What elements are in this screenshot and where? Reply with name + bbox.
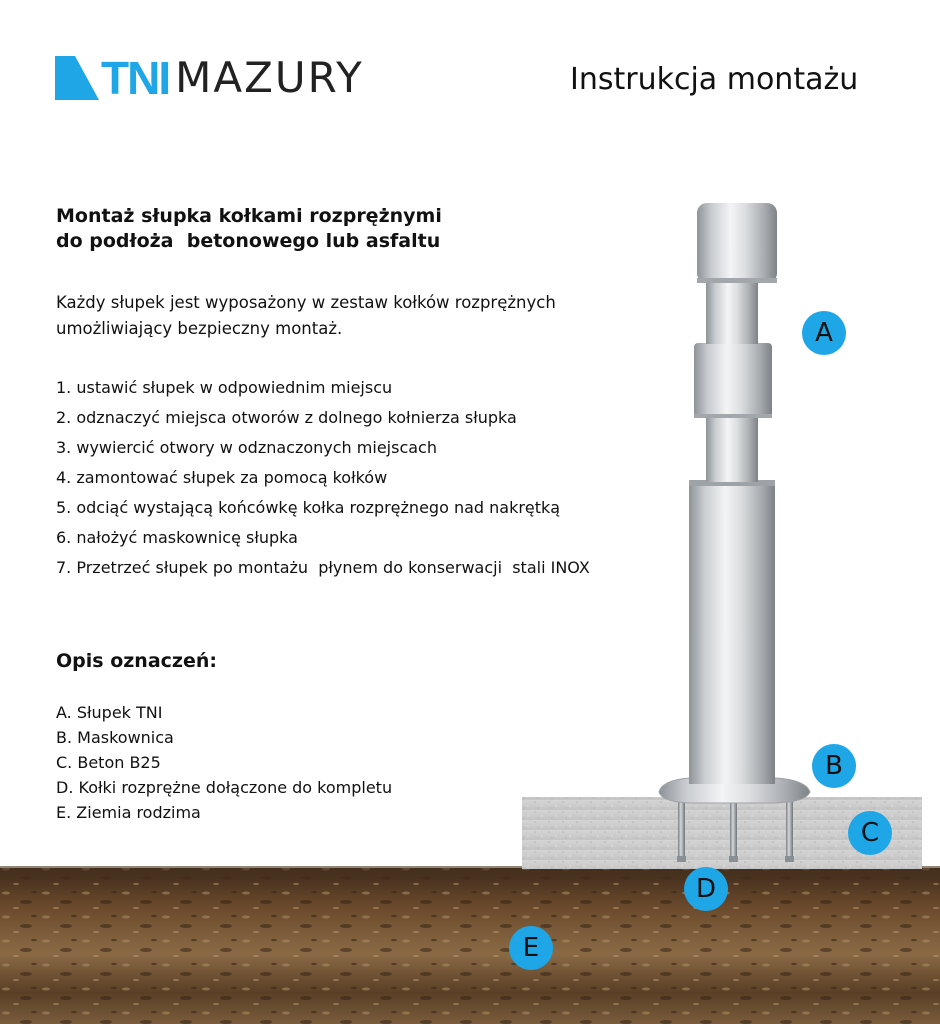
heading-line-2: do podłoża betonowego lub asfaltu [56,230,441,252]
steel-post [689,203,777,784]
marker-b: B [812,744,856,788]
legend-item: C. Beton B25 [56,753,161,772]
document-title: Instrukcja montażu [570,62,859,97]
legend-item: D. Kołki rozprężne dołączone do kompletu [56,778,393,797]
legend-title: Opis oznaczeń: [56,650,217,672]
step-item: 3. wywiercić otwory w odznaczonych miejscach [56,438,437,457]
legend-item: E. Ziemia rodzima [56,803,201,822]
logo-mark-text: TNI [101,52,170,104]
intro-line-1: Każdy słupek jest wyposażony w zestaw kołków rozprężnych [56,293,556,312]
step-item: 2. odznaczyć miejsca otworów z dolnego kołnierza słupka [56,408,517,427]
step-item: 1. ustawić słupek w odpowiednim miejscu [56,378,393,397]
marker-c: C [848,811,892,855]
soil-layer [0,866,940,1024]
heading-line-1: Montaż słupka kołkami rozprężnymi [56,205,442,227]
logo-text: MAZURY [175,53,364,102]
step-item: 6. nałożyć maskownicę słupka [56,528,298,547]
legend-item: B. Maskownica [56,728,174,747]
step-item: 4. zamontować słupek za pomocą kołków [56,468,388,487]
marker-e: E [509,926,553,970]
intro-line-2: umożliwiający bezpieczny montaż. [56,319,343,338]
marker-a: A [802,311,846,355]
marker-d: D [684,867,728,911]
step-item: 5. odciąć wystającą końcówkę kołka rozprężnego nad nakrętką [56,498,561,517]
step-item: 7. Przetrzeć słupek po montażu płynem do konserwacji stali INOX [56,558,590,577]
legend-item: A. Słupek TNI [56,703,163,722]
